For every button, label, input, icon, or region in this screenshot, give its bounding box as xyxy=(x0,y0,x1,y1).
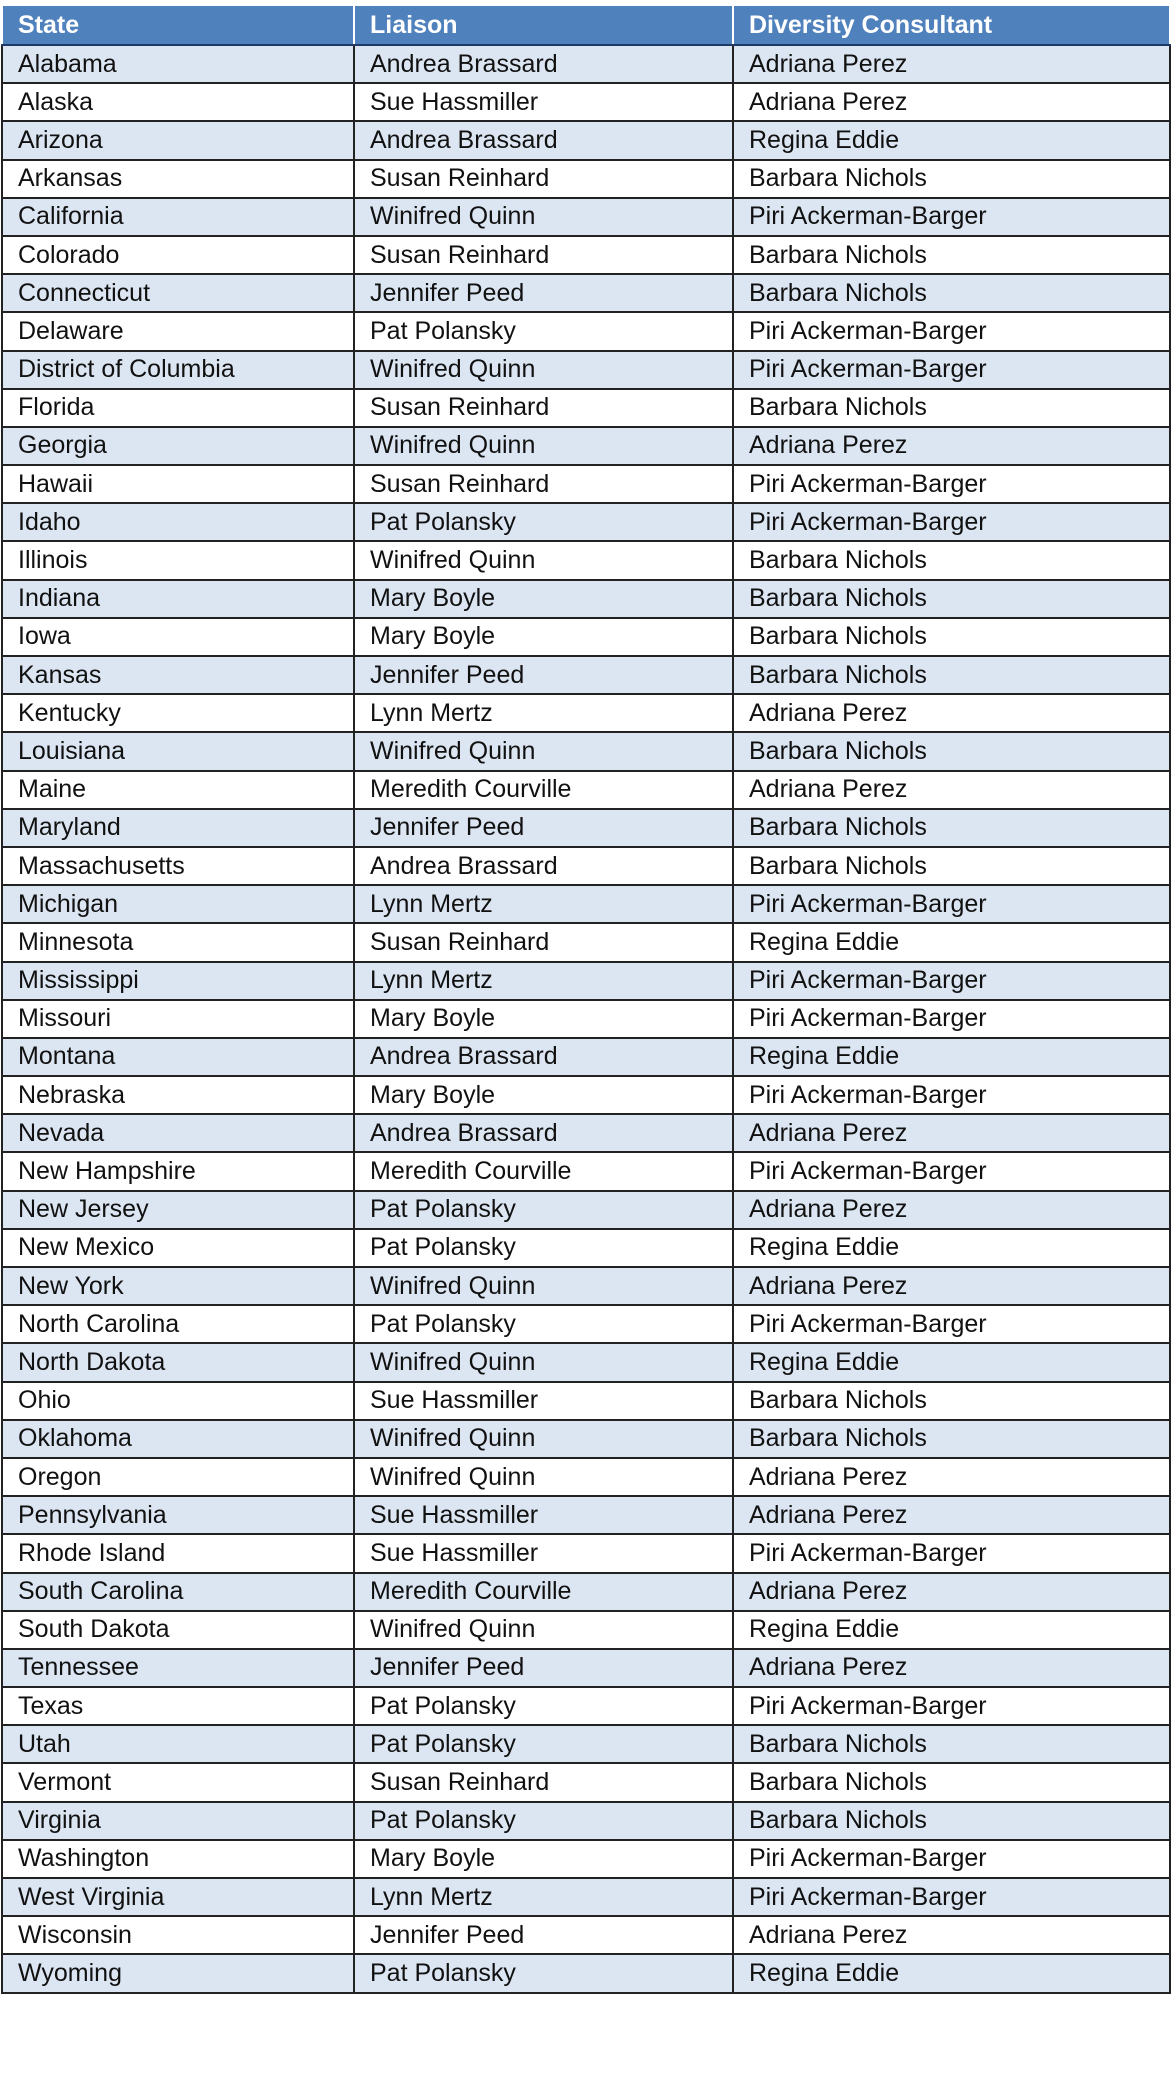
table-row xyxy=(2,1343,1170,1381)
cell-diversity-consultant: Adriana Perez xyxy=(733,1458,1170,1496)
cell-state: Ohio xyxy=(2,1382,354,1420)
cell-state: Nevada xyxy=(2,1114,354,1152)
cell-liaison: Lynn Mertz xyxy=(354,1878,733,1916)
cell-diversity-consultant: Adriana Perez xyxy=(733,1916,1170,1954)
cell-liaison: Winifred Quinn xyxy=(354,427,733,465)
cell-state: Vermont xyxy=(2,1763,354,1801)
cell-diversity-consultant: Regina Eddie xyxy=(733,1611,1170,1649)
table-row xyxy=(2,274,1170,312)
cell-state: South Dakota xyxy=(2,1611,354,1649)
table-row xyxy=(2,1725,1170,1763)
table-row xyxy=(2,1649,1170,1687)
cell-liaison: Susan Reinhard xyxy=(354,236,733,274)
cell-diversity-consultant: Piri Ackerman-Barger xyxy=(733,1534,1170,1572)
cell-state: New Jersey xyxy=(2,1191,354,1229)
cell-diversity-consultant: Barbara Nichols xyxy=(733,236,1170,274)
cell-state: Massachusetts xyxy=(2,847,354,885)
cell-state: District of Columbia xyxy=(2,351,354,389)
cell-liaison: Susan Reinhard xyxy=(354,923,733,961)
cell-diversity-consultant: Regina Eddie xyxy=(733,923,1170,961)
cell-state: Maryland xyxy=(2,809,354,847)
cell-liaison: Sue Hassmiller xyxy=(354,1496,733,1534)
table-row xyxy=(2,580,1170,618)
cell-liaison: Mary Boyle xyxy=(354,1840,733,1878)
cell-liaison: Sue Hassmiller xyxy=(354,1534,733,1572)
cell-state: Utah xyxy=(2,1725,354,1763)
table-row xyxy=(2,121,1170,159)
cell-state: New York xyxy=(2,1267,354,1305)
cell-state: Rhode Island xyxy=(2,1534,354,1572)
table-row xyxy=(2,1687,1170,1725)
table-row xyxy=(2,351,1170,389)
table-row xyxy=(2,389,1170,427)
cell-diversity-consultant: Piri Ackerman-Barger xyxy=(733,1687,1170,1725)
cell-diversity-consultant: Barbara Nichols xyxy=(733,1420,1170,1458)
cell-diversity-consultant: Barbara Nichols xyxy=(733,1725,1170,1763)
table-row xyxy=(2,923,1170,961)
cell-state: Nebraska xyxy=(2,1076,354,1114)
cell-liaison: Winifred Quinn xyxy=(354,1420,733,1458)
table-row xyxy=(2,541,1170,579)
table-row xyxy=(2,1382,1170,1420)
cell-state: Kentucky xyxy=(2,694,354,732)
header-state: State xyxy=(2,5,354,45)
table-row xyxy=(2,1611,1170,1649)
cell-diversity-consultant: Adriana Perez xyxy=(733,1267,1170,1305)
cell-diversity-consultant: Barbara Nichols xyxy=(733,847,1170,885)
cell-liaison: Pat Polansky xyxy=(354,1954,733,1992)
cell-liaison: Susan Reinhard xyxy=(354,160,733,198)
table-row xyxy=(2,1114,1170,1152)
cell-state: Alaska xyxy=(2,83,354,121)
cell-state: Iowa xyxy=(2,618,354,656)
table-row xyxy=(2,618,1170,656)
cell-liaison: Andrea Brassard xyxy=(354,45,733,83)
table-row xyxy=(2,1267,1170,1305)
cell-liaison: Mary Boyle xyxy=(354,580,733,618)
cell-liaison: Jennifer Peed xyxy=(354,656,733,694)
cell-diversity-consultant: Adriana Perez xyxy=(733,1649,1170,1687)
table-row xyxy=(2,1076,1170,1114)
cell-diversity-consultant: Barbara Nichols xyxy=(733,732,1170,770)
cell-liaison: Pat Polansky xyxy=(354,1687,733,1725)
cell-state: Colorado xyxy=(2,236,354,274)
cell-liaison: Winifred Quinn xyxy=(354,1343,733,1381)
header-diversity-consultant: Diversity Consultant xyxy=(733,5,1170,45)
table-row xyxy=(2,503,1170,541)
cell-diversity-consultant: Piri Ackerman-Barger xyxy=(733,1152,1170,1190)
cell-liaison: Pat Polansky xyxy=(354,1305,733,1343)
cell-state: Indiana xyxy=(2,580,354,618)
cell-liaison: Winifred Quinn xyxy=(354,541,733,579)
cell-diversity-consultant: Piri Ackerman-Barger xyxy=(733,962,1170,1000)
table-row xyxy=(2,1305,1170,1343)
cell-state: Oregon xyxy=(2,1458,354,1496)
table-row xyxy=(2,1191,1170,1229)
table-row xyxy=(2,83,1170,121)
cell-liaison: Mary Boyle xyxy=(354,1076,733,1114)
cell-state: Wisconsin xyxy=(2,1916,354,1954)
cell-liaison: Mary Boyle xyxy=(354,1000,733,1038)
cell-diversity-consultant: Adriana Perez xyxy=(733,1191,1170,1229)
cell-state: Kansas xyxy=(2,656,354,694)
cell-diversity-consultant: Regina Eddie xyxy=(733,1229,1170,1267)
cell-diversity-consultant: Barbara Nichols xyxy=(733,274,1170,312)
cell-diversity-consultant: Barbara Nichols xyxy=(733,389,1170,427)
cell-diversity-consultant: Barbara Nichols xyxy=(733,1382,1170,1420)
cell-state: Virginia xyxy=(2,1802,354,1840)
cell-diversity-consultant: Barbara Nichols xyxy=(733,580,1170,618)
table-row xyxy=(2,962,1170,1000)
cell-liaison: Lynn Mertz xyxy=(354,694,733,732)
cell-diversity-consultant: Adriana Perez xyxy=(733,1573,1170,1611)
cell-diversity-consultant: Barbara Nichols xyxy=(733,1763,1170,1801)
cell-liaison: Winifred Quinn xyxy=(354,1611,733,1649)
cell-liaison: Susan Reinhard xyxy=(354,1763,733,1801)
cell-diversity-consultant: Adriana Perez xyxy=(733,83,1170,121)
cell-liaison: Meredith Courville xyxy=(354,1573,733,1611)
cell-diversity-consultant: Adriana Perez xyxy=(733,1496,1170,1534)
cell-diversity-consultant: Barbara Nichols xyxy=(733,541,1170,579)
cell-liaison: Sue Hassmiller xyxy=(354,83,733,121)
cell-state: Maine xyxy=(2,771,354,809)
cell-state: Hawaii xyxy=(2,465,354,503)
cell-state: Michigan xyxy=(2,885,354,923)
cell-state: Georgia xyxy=(2,427,354,465)
cell-liaison: Sue Hassmiller xyxy=(354,1382,733,1420)
table-row xyxy=(2,1916,1170,1954)
table-row xyxy=(2,771,1170,809)
cell-state: New Hampshire xyxy=(2,1152,354,1190)
table-row xyxy=(2,1534,1170,1572)
cell-diversity-consultant: Piri Ackerman-Barger xyxy=(733,1305,1170,1343)
cell-diversity-consultant: Barbara Nichols xyxy=(733,656,1170,694)
table-row xyxy=(2,45,1170,83)
cell-state: Louisiana xyxy=(2,732,354,770)
cell-liaison: Andrea Brassard xyxy=(354,1114,733,1152)
table-row xyxy=(2,1763,1170,1801)
cell-state: Connecticut xyxy=(2,274,354,312)
table-row xyxy=(2,1954,1170,1992)
cell-liaison: Pat Polansky xyxy=(354,1725,733,1763)
table-body xyxy=(2,45,1170,1993)
table-row xyxy=(2,809,1170,847)
cell-liaison: Pat Polansky xyxy=(354,1191,733,1229)
cell-liaison: Winifred Quinn xyxy=(354,198,733,236)
liaison-table-container xyxy=(1,4,1169,1994)
cell-state: West Virginia xyxy=(2,1878,354,1916)
cell-state: Illinois xyxy=(2,541,354,579)
cell-state: Pennsylvania xyxy=(2,1496,354,1534)
cell-diversity-consultant: Regina Eddie xyxy=(733,121,1170,159)
cell-state: Montana xyxy=(2,1038,354,1076)
header-liaison: Liaison xyxy=(354,5,733,45)
table-row xyxy=(2,198,1170,236)
cell-liaison: Mary Boyle xyxy=(354,618,733,656)
cell-diversity-consultant: Barbara Nichols xyxy=(733,809,1170,847)
cell-liaison: Meredith Courville xyxy=(354,771,733,809)
cell-diversity-consultant: Regina Eddie xyxy=(733,1343,1170,1381)
cell-state: Wyoming xyxy=(2,1954,354,1992)
cell-liaison: Pat Polansky xyxy=(354,312,733,350)
cell-diversity-consultant: Barbara Nichols xyxy=(733,618,1170,656)
table-row xyxy=(2,465,1170,503)
cell-diversity-consultant: Piri Ackerman-Barger xyxy=(733,312,1170,350)
cell-liaison: Susan Reinhard xyxy=(354,465,733,503)
cell-state: Missouri xyxy=(2,1000,354,1038)
table-row xyxy=(2,1573,1170,1611)
cell-state: Alabama xyxy=(2,45,354,83)
table-row xyxy=(2,847,1170,885)
table-row xyxy=(2,1496,1170,1534)
table-row xyxy=(2,1229,1170,1267)
cell-liaison: Jennifer Peed xyxy=(354,809,733,847)
cell-liaison: Winifred Quinn xyxy=(354,732,733,770)
cell-liaison: Winifred Quinn xyxy=(354,351,733,389)
cell-state: New Mexico xyxy=(2,1229,354,1267)
cell-state: Florida xyxy=(2,389,354,427)
cell-diversity-consultant: Adriana Perez xyxy=(733,1114,1170,1152)
table-row xyxy=(2,1000,1170,1038)
table-row xyxy=(2,694,1170,732)
cell-liaison: Pat Polansky xyxy=(354,1229,733,1267)
cell-state: Mississippi xyxy=(2,962,354,1000)
cell-state: Oklahoma xyxy=(2,1420,354,1458)
cell-liaison: Meredith Courville xyxy=(354,1152,733,1190)
cell-diversity-consultant: Piri Ackerman-Barger xyxy=(733,885,1170,923)
cell-liaison: Andrea Brassard xyxy=(354,847,733,885)
cell-diversity-consultant: Piri Ackerman-Barger xyxy=(733,198,1170,236)
cell-diversity-consultant: Piri Ackerman-Barger xyxy=(733,1000,1170,1038)
cell-diversity-consultant: Barbara Nichols xyxy=(733,1802,1170,1840)
cell-diversity-consultant: Piri Ackerman-Barger xyxy=(733,1076,1170,1114)
table-row xyxy=(2,885,1170,923)
table-row xyxy=(2,427,1170,465)
cell-liaison: Susan Reinhard xyxy=(354,389,733,427)
table-row xyxy=(2,312,1170,350)
cell-diversity-consultant: Adriana Perez xyxy=(733,771,1170,809)
cell-liaison: Lynn Mertz xyxy=(354,962,733,1000)
cell-diversity-consultant: Adriana Perez xyxy=(733,694,1170,732)
cell-state: Delaware xyxy=(2,312,354,350)
cell-liaison: Andrea Brassard xyxy=(354,121,733,159)
table-row xyxy=(2,236,1170,274)
cell-diversity-consultant: Adriana Perez xyxy=(733,45,1170,83)
cell-diversity-consultant: Regina Eddie xyxy=(733,1954,1170,1992)
cell-liaison: Jennifer Peed xyxy=(354,1649,733,1687)
cell-liaison: Pat Polansky xyxy=(354,1802,733,1840)
cell-liaison: Jennifer Peed xyxy=(354,274,733,312)
table-row xyxy=(2,656,1170,694)
table-row xyxy=(2,1038,1170,1076)
table-row xyxy=(2,1420,1170,1458)
cell-diversity-consultant: Piri Ackerman-Barger xyxy=(733,503,1170,541)
table-row xyxy=(2,1802,1170,1840)
cell-liaison: Pat Polansky xyxy=(354,503,733,541)
liaison-table xyxy=(1,4,1171,1994)
cell-diversity-consultant: Piri Ackerman-Barger xyxy=(733,1840,1170,1878)
cell-state: Idaho xyxy=(2,503,354,541)
table-row xyxy=(2,1840,1170,1878)
cell-state: South Carolina xyxy=(2,1573,354,1611)
cell-liaison: Jennifer Peed xyxy=(354,1916,733,1954)
cell-state: Tennessee xyxy=(2,1649,354,1687)
cell-liaison: Winifred Quinn xyxy=(354,1458,733,1496)
cell-state: Texas xyxy=(2,1687,354,1725)
cell-diversity-consultant: Adriana Perez xyxy=(733,427,1170,465)
cell-state: North Carolina xyxy=(2,1305,354,1343)
cell-diversity-consultant: Piri Ackerman-Barger xyxy=(733,351,1170,389)
cell-diversity-consultant: Barbara Nichols xyxy=(733,160,1170,198)
table-row xyxy=(2,732,1170,770)
cell-state: Arizona xyxy=(2,121,354,159)
cell-state: Minnesota xyxy=(2,923,354,961)
cell-diversity-consultant: Piri Ackerman-Barger xyxy=(733,1878,1170,1916)
header-row xyxy=(2,5,1170,45)
table-row xyxy=(2,1458,1170,1496)
cell-state: California xyxy=(2,198,354,236)
cell-state: Arkansas xyxy=(2,160,354,198)
table-row xyxy=(2,160,1170,198)
table-row xyxy=(2,1152,1170,1190)
cell-diversity-consultant: Regina Eddie xyxy=(733,1038,1170,1076)
cell-state: North Dakota xyxy=(2,1343,354,1381)
table-row xyxy=(2,1878,1170,1916)
cell-liaison: Lynn Mertz xyxy=(354,885,733,923)
cell-state: Washington xyxy=(2,1840,354,1878)
cell-liaison: Winifred Quinn xyxy=(354,1267,733,1305)
table-header xyxy=(2,5,1170,45)
cell-liaison: Andrea Brassard xyxy=(354,1038,733,1076)
cell-diversity-consultant: Piri Ackerman-Barger xyxy=(733,465,1170,503)
